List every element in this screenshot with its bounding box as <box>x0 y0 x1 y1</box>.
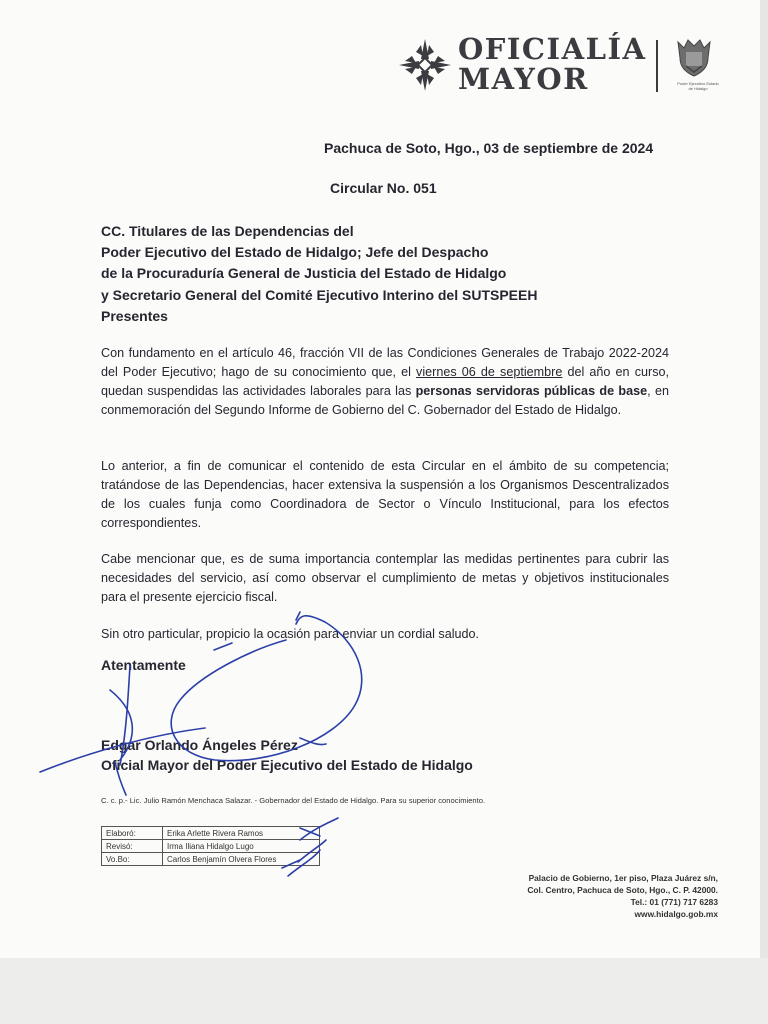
signer-name: Edgar Orlando Ángeles Pérez <box>101 737 298 753</box>
body-paragraph-3: Cabe mencionar que, es de suma importancia contemplar las medidas pertinentes para cubrir las necesidades del servicio, así como observar el cumplimiento de metas y objetivos institucionales para el presente ejercicio fiscal. <box>101 552 669 604</box>
office-title-line2: MAYOR <box>458 62 589 96</box>
letterhead-divider <box>656 40 658 92</box>
place-date: Pachuca de Soto, Hgo., 03 de septiembre de 2024 <box>324 140 654 156</box>
holiday-date: viernes 06 de septiembre <box>416 365 563 379</box>
p1-text-c: , en conmemoración del Segundo Informe de Gobierno del C. Gobernador del Estado de Hidalgo. <box>101 384 669 417</box>
body-paragraph-2: Lo anterior, a fin de comunicar el contenido de esta Circular en el ámbito de su competencia; tratándose de las Dependencias, hacer extensiva la suspensión a los Organismos Descentralizados de los cuales funja como Coordinadora de Sector o Vínculo Institucional, para los efectos correspondientes. <box>101 459 669 530</box>
approval-name: Carlos Benjamín Olvera Flores <box>163 853 320 866</box>
table-row <box>102 853 320 866</box>
addressee-line: CC. Titulares de las Dependencias del <box>101 223 354 239</box>
hidalgo-crest-icon <box>674 38 714 80</box>
approvals-table <box>101 826 320 866</box>
table-row <box>102 840 320 853</box>
carbon-copy: C. c. p.- Lic. Julio Ramón Menchaca Salazar. - Gobernador del Estado de Hidalgo. Para su superior conocimiento. <box>101 796 486 805</box>
address-line: Palacio de Gobierno, 1er piso, Plaza Juárez s/n, <box>528 873 718 883</box>
star-knot-icon <box>396 36 454 94</box>
approval-role: Revisó: <box>102 840 163 853</box>
table-row <box>102 827 320 840</box>
addressee-line: y Secretario General del Comité Ejecutivo Interino del SUTSPEEH <box>101 286 538 303</box>
letterhead <box>396 30 726 100</box>
affected-staff: personas servidoras públicas de base <box>415 384 648 398</box>
office-title-line1: OFICIALÍA <box>458 32 647 66</box>
signer-position: Oficial Mayor del Poder Ejecutivo del Estado de Hidalgo <box>101 757 473 773</box>
address-line: www.hidalgo.gob.mx <box>634 909 718 919</box>
approval-role: Vo.Bo: <box>102 853 163 866</box>
circular-number: Circular No. 051 <box>330 180 437 196</box>
address-line: Col. Centro, Pachuca de Soto, Hgo., C. P. 42000. <box>527 885 718 895</box>
addressee-line: Poder Ejecutivo del Estado de Hidalgo; Jefe del Despacho <box>101 244 489 261</box>
addressee-line: Presentes <box>101 307 168 324</box>
approval-role: Elaboró: <box>102 827 163 840</box>
address-line: Tel.: 01 (771) 717 6283 <box>630 897 718 907</box>
addressee-block <box>101 221 537 327</box>
office-address <box>470 872 718 920</box>
signer-block <box>101 735 473 775</box>
p1-text-b: del año en curso, quedan suspendidas las actividades laborales para las <box>101 365 669 398</box>
page-edge <box>0 958 768 1024</box>
body-paragraph-1 <box>101 344 669 420</box>
addressee-line: de la Procuraduría General de Justicia del Estado de Hidalgo <box>101 265 507 282</box>
approval-name: Erika Arlette Rivera Ramos <box>163 827 320 840</box>
p1-text-a: Con fundamento en el artículo 46, fracción VII de las Condiciones Generales de Trabajo 2022-2024 del Poder Ejecutivo; hago de su conocimiento que, el <box>101 346 669 379</box>
approval-name: Irma Iliana Hidalgo Lugo <box>163 840 320 853</box>
emblem-caption: Poder Ejecutivo Estado de Hidalgo <box>677 81 719 91</box>
body-paragraph-4: Sin otro particular, propicio la ocasión para enviar un cordial saludo. <box>101 627 480 641</box>
office-title <box>458 34 647 94</box>
closing: Atentamente <box>101 657 186 673</box>
